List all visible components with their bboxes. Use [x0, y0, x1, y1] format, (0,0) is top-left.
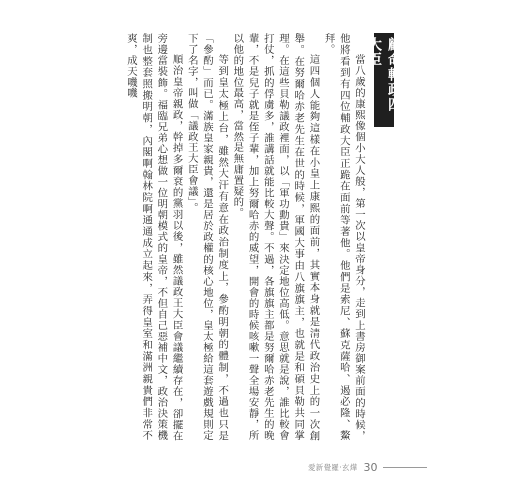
vertical-text-block: [124, 33, 402, 441]
body-text: [124, 33, 366, 441]
section-heading: 顧命輔政四大臣: [374, 33, 394, 127]
paragraph: 當八歲的康熙像個小大人般，第一次以皇帝身分，走到上書房御案前面的時候，他將看到有四位輔政大臣正跪在面前等著他。他們是索尼、蘇克薩哈、遏必隆、鰲拜。: [322, 33, 365, 441]
running-title: 愛新覺羅·玄燁: [308, 463, 358, 472]
paragraph: 順治皇帝親政，幹掉多爾袞的黨羽以後，雖然議政王大臣會議繼續存在，卻擺在旁邊當裝飾。福臨兄弟心想做一位明朝模式的皇帝，不但自己惡補中文，政治決策機制也整套照搬明朝，內閣啊翰林院啊通通成立起來，弄得皇室和滿洲親貴們非常不爽，成天嘰嘰: [124, 33, 183, 441]
page-number: 30: [363, 461, 378, 474]
paragraph: 這四個人能夠這樣在小皇上康熙的面前，其實本身就是清代政治史上的一次創舉。在努爾哈赤老先生在世的時候，軍國大事由八旗旗主，也就是和碩貝勒共同掌理。在這些貝勒議政裡面，以「軍功勳貴」來決定地位高低。意思就是說，誰比較會打仗，抓的俘虜多，誰講話就能比較大聲。不過，各旗旗主都是努爾哈赤老先生的晚輩，不是兒子就是侄子輩，加上努爾哈赤的威望，開會的時候咳嗽一聲全場安靜，所以他的地位最高，當然是無庸置疑的。: [231, 33, 320, 441]
paragraph: 等到皇太極上台，雖然大汗有意在政治制度上，參酌明朝的體制，不過也只是「參酌」而已。滿族皇家親貴，還是居於政權的核心地位，皇太極給這套遊戲規則定下了名字，叫做「議政王大臣會議」。: [185, 33, 229, 441]
footer-rule: [383, 467, 427, 468]
page-footer: [308, 461, 427, 474]
